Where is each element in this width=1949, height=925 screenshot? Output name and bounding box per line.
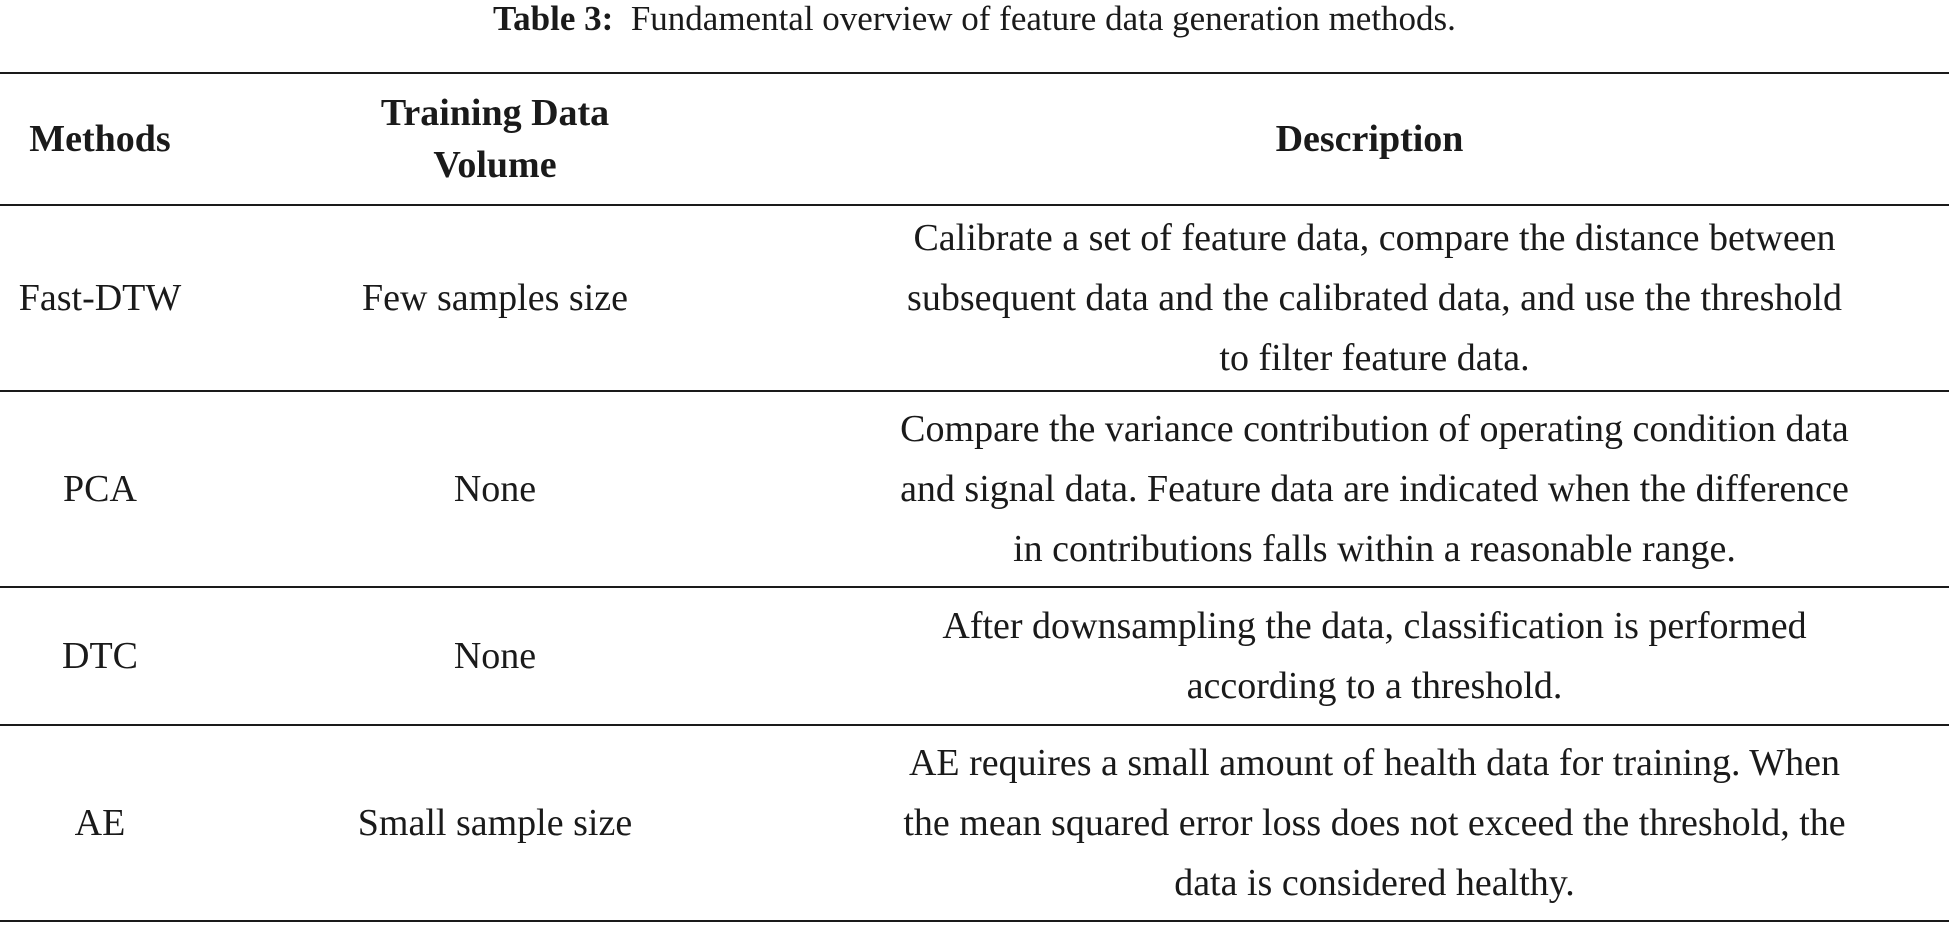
description-cell bbox=[790, 587, 1949, 725]
description-line: subsequent data and the calibrated data, and use the threshold bbox=[907, 277, 1842, 319]
description-cell bbox=[790, 391, 1949, 587]
description-cell bbox=[790, 725, 1949, 921]
description-line: to filter feature data. bbox=[1219, 337, 1530, 379]
table-caption bbox=[0, 0, 1949, 38]
description-line: Compare the variance contribution of operating condition data bbox=[900, 408, 1849, 450]
method-cell: AE bbox=[74, 802, 126, 844]
method-cell: DTC bbox=[62, 635, 138, 677]
table-body bbox=[0, 205, 1949, 921]
description-cell bbox=[790, 205, 1949, 391]
header-row bbox=[0, 73, 1949, 205]
header-training-data-volume bbox=[200, 73, 790, 205]
table-row bbox=[0, 205, 1949, 391]
header-methods: Methods bbox=[29, 118, 171, 160]
volume-cell: Few samples size bbox=[362, 277, 628, 319]
header-description: Description bbox=[1275, 118, 1464, 160]
caption-text: Fundamental overview of feature data generation methods. bbox=[630, 0, 1456, 38]
volume-cell: None bbox=[453, 468, 537, 510]
description-line: according to a threshold. bbox=[1186, 665, 1563, 707]
method-cell: Fast-DTW bbox=[18, 277, 182, 319]
table-row bbox=[0, 725, 1949, 921]
description-line: Calibrate a set of feature data, compare the distance between bbox=[913, 217, 1836, 259]
method-cell: PCA bbox=[63, 468, 137, 510]
description-line: the mean squared error loss does not exceed the threshold, the bbox=[903, 802, 1846, 844]
description-line: AE requires a small amount of health data for training. When bbox=[908, 742, 1841, 784]
header-volume-line-2: Volume bbox=[433, 144, 557, 186]
table-row bbox=[0, 587, 1949, 725]
volume-cell: Small sample size bbox=[357, 802, 633, 844]
volume-cell: None bbox=[453, 635, 537, 677]
caption-label: Table 3: bbox=[493, 0, 614, 38]
methods-table bbox=[0, 72, 1949, 922]
description-line: in contributions falls within a reasonable range. bbox=[1013, 528, 1736, 570]
header-volume-line-1: Training Data bbox=[380, 92, 610, 134]
description-line: After downsampling the data, classification is performed bbox=[942, 605, 1807, 647]
table-row bbox=[0, 391, 1949, 587]
description-line: and signal data. Feature data are indicated when the difference bbox=[900, 468, 1849, 510]
table-header bbox=[0, 73, 1949, 205]
description-line: data is considered healthy. bbox=[1174, 862, 1575, 904]
